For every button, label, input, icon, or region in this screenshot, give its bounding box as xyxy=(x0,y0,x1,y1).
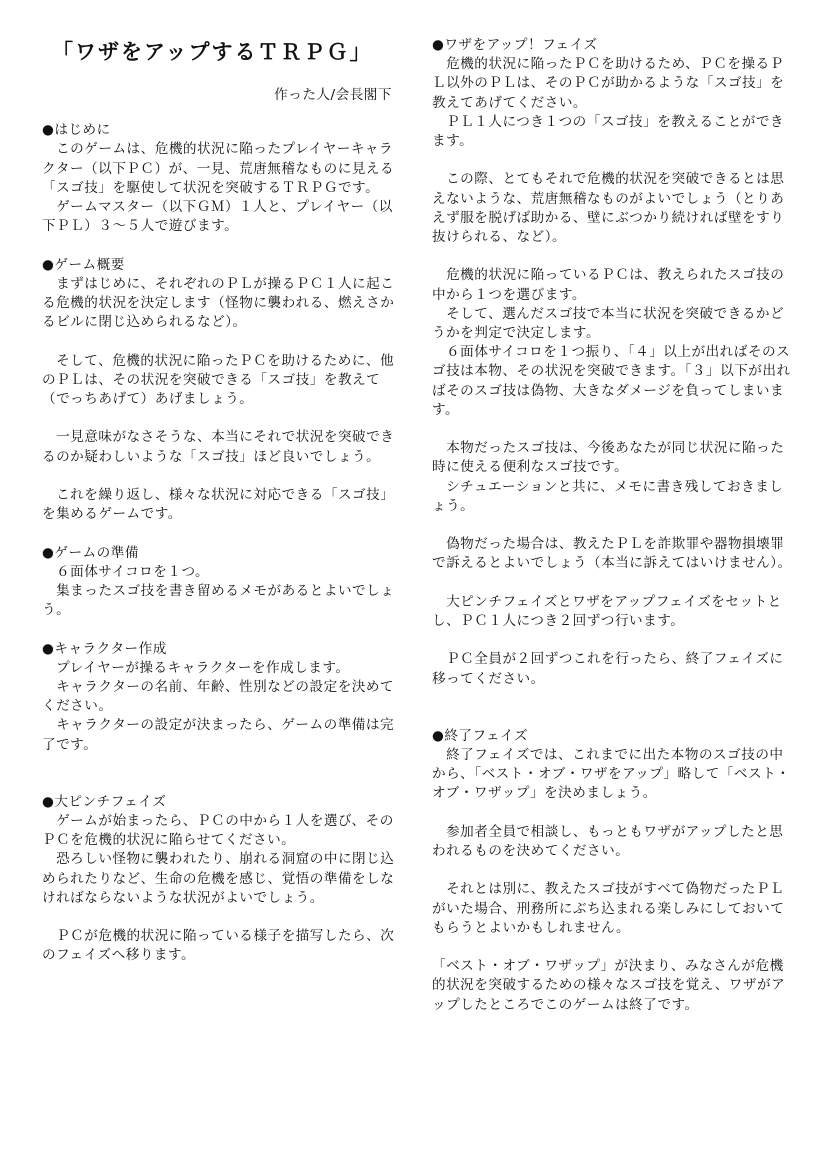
paragraph: 危機的状況に陥っているＰＣは、教えられたスゴ技の中から１つを選びます。 xyxy=(432,267,785,303)
paragraph: これを繰り返し、様々な状況に対応できる「スゴ技」を集めるゲームです。 xyxy=(42,487,395,523)
section-heading: ●大ピンチフェイズ xyxy=(42,793,167,810)
right-column xyxy=(432,36,794,1015)
page-title: 「ワザをアップするＴＲＰＧ」 xyxy=(52,40,373,64)
section-heading: ●ゲーム概要 xyxy=(42,256,125,273)
section-upphase xyxy=(432,36,794,689)
section-pinch xyxy=(42,793,398,966)
paragraph: ゲームマスター（以下ＧＭ）１人と、プレイヤー（以下ＰＬ）３～５人で遊びます。 xyxy=(42,199,393,235)
left-column xyxy=(42,36,398,966)
author-credit: 作った人/会長閣下 xyxy=(274,87,392,103)
paragraph: 大ピンチフェイズとワザをアップフェイズをセットとし、ＰＣ１人につき２回ずつ行います。 xyxy=(432,593,782,630)
paragraph: そして、危機的状況に陥ったＰＣを助けるために、他のＰＬは、その状況を突破できる「スゴ技」を教えて（でっちあげて）あげましょう。 xyxy=(42,352,395,408)
paragraph: キャラクターの設定が決まったら、ゲームの準備は完了です。 xyxy=(42,717,395,753)
paragraph: ＰＣ全員が２回ずつこれを行ったら、終了フェイズに移ってください。 xyxy=(432,651,784,687)
paragraph: 参加者全員で相談し、もっともワザがアップしたと思われるものを決めてください。 xyxy=(432,823,784,860)
paragraph: 一見意味がなさそうな、本当にそれで状況を突破できるのか疑わしいような「スゴ技」ほど良いでしょう。 xyxy=(42,429,395,465)
section-intro xyxy=(42,121,398,236)
paragraph: 恐ろしい怪物に襲われたり、崩れる洞窟の中に閉じ込められたりなど、生命の危機を感じ、覚悟の準備をしなければならないような状況がよいでしょう。 xyxy=(42,851,395,906)
paragraph: それとは別に、教えたスゴ技がすべて偽物だったＰＬがいた場合、刑務所にぶち込まれる楽しみにしておいてもらうとよいかもしれません。 xyxy=(432,881,785,936)
paragraph: シチュエーションと共に、メモに書き残しておきましょう。 xyxy=(432,478,784,514)
paragraph: この際、とてもそれで危機的状況を突破できるとは思えないような、荒唐無稽なものがよいでしょう（とりあえず服を脱げば助かる、壁にぶつかり続ければ壁をすり抜けられる、など）。 xyxy=(432,171,785,246)
section-character xyxy=(42,640,398,755)
section-heading: ●ワザをアップ！フェイズ xyxy=(432,37,598,53)
paragraph: 偽物だった場合は、教えたＰＬを詐欺罪や器物損壊罪で訴えるとよいでしょう（本当に訴えてはいけません）。 xyxy=(432,536,792,572)
paragraph: ６面体サイコロを１つ振り、「４」以上が出ればそのスゴ技は本物、その状況を突破できます。「３」以下が出ればそのスゴ技は偽物、大きなダメージを負ってしまいます。 xyxy=(432,344,791,418)
paragraph: そして、選んだスゴ技で本当に状況を突破できるかどうかを判定で決定します。 xyxy=(432,305,785,342)
paragraph: 危機的状況に陥ったＰＣを助けるため、ＰＣを操るＰＬ以外のＰＬは、そのＰＣが助かるような「スゴ技」を教えてあげてください。 xyxy=(432,56,785,111)
section-heading: ●終了フェイズ xyxy=(432,727,529,744)
paragraph: まずはじめに、それぞれのＰＬが操るＰＣ１人に起こる危機的状況を決定します（怪物に襲われる、燃えさかるビルに閉じ込められるなど）。 xyxy=(42,275,395,331)
paragraph: ＰＣが危機的状況に陥っている様子を描写したら、次のフェイズへ移ります。 xyxy=(42,928,395,964)
section-end xyxy=(432,727,794,1015)
paragraph: 本物だったスゴ技は、今後あなたが同じ状況に陥った時に使える便利なスゴ技です。 xyxy=(432,440,785,476)
section-overview xyxy=(42,256,398,525)
section-prep xyxy=(42,544,398,621)
paragraph: 終了フェイズでは、これまでに出た本物のスゴ技の中から、「ベスト・オブ・ワザをアップ」略して「ベスト・オブ・ワザップ」を決めましょう。 xyxy=(432,747,791,802)
paragraph: プレイヤーが操るキャラクターを作成します。 xyxy=(42,659,350,676)
paragraph: 集まったスゴ技を書き留めるメモがあるとよいでしょう。 xyxy=(42,583,395,619)
paragraph: キャラクターの名前、年齢、性別などの設定を決めてください。 xyxy=(42,679,395,715)
paragraph: ＰＬ１人につき１つの「スゴ技」を教えることができます。 xyxy=(432,113,785,150)
paragraph: このゲームは、危機的状況に陥ったプレイヤーキャラクター（以下ＰＣ）が、一見、荒唐無稽なものに見える「スゴ技」を駆使して状況を突破するＴＲＰＧです。 xyxy=(42,141,395,196)
paragraph: ゲームが始まったら、ＰＣの中から１人を選び、そのＰＣを危機的状況に陥らせてください。 xyxy=(42,813,394,849)
section-heading: ●はじめに xyxy=(42,122,111,139)
section-heading: ●ゲームの準備 xyxy=(42,544,139,561)
paragraph: 「ベスト・オブ・ワザップ」が決まり、みなさんが危機的状況を突破するための様々なスゴ技を覚え、ワザがアップしたところでこのゲームは終了です。 xyxy=(432,958,786,1013)
paragraph: ６面体サイコロを１つ。 xyxy=(42,563,210,580)
section-heading: ●キャラクター作成 xyxy=(42,640,167,657)
